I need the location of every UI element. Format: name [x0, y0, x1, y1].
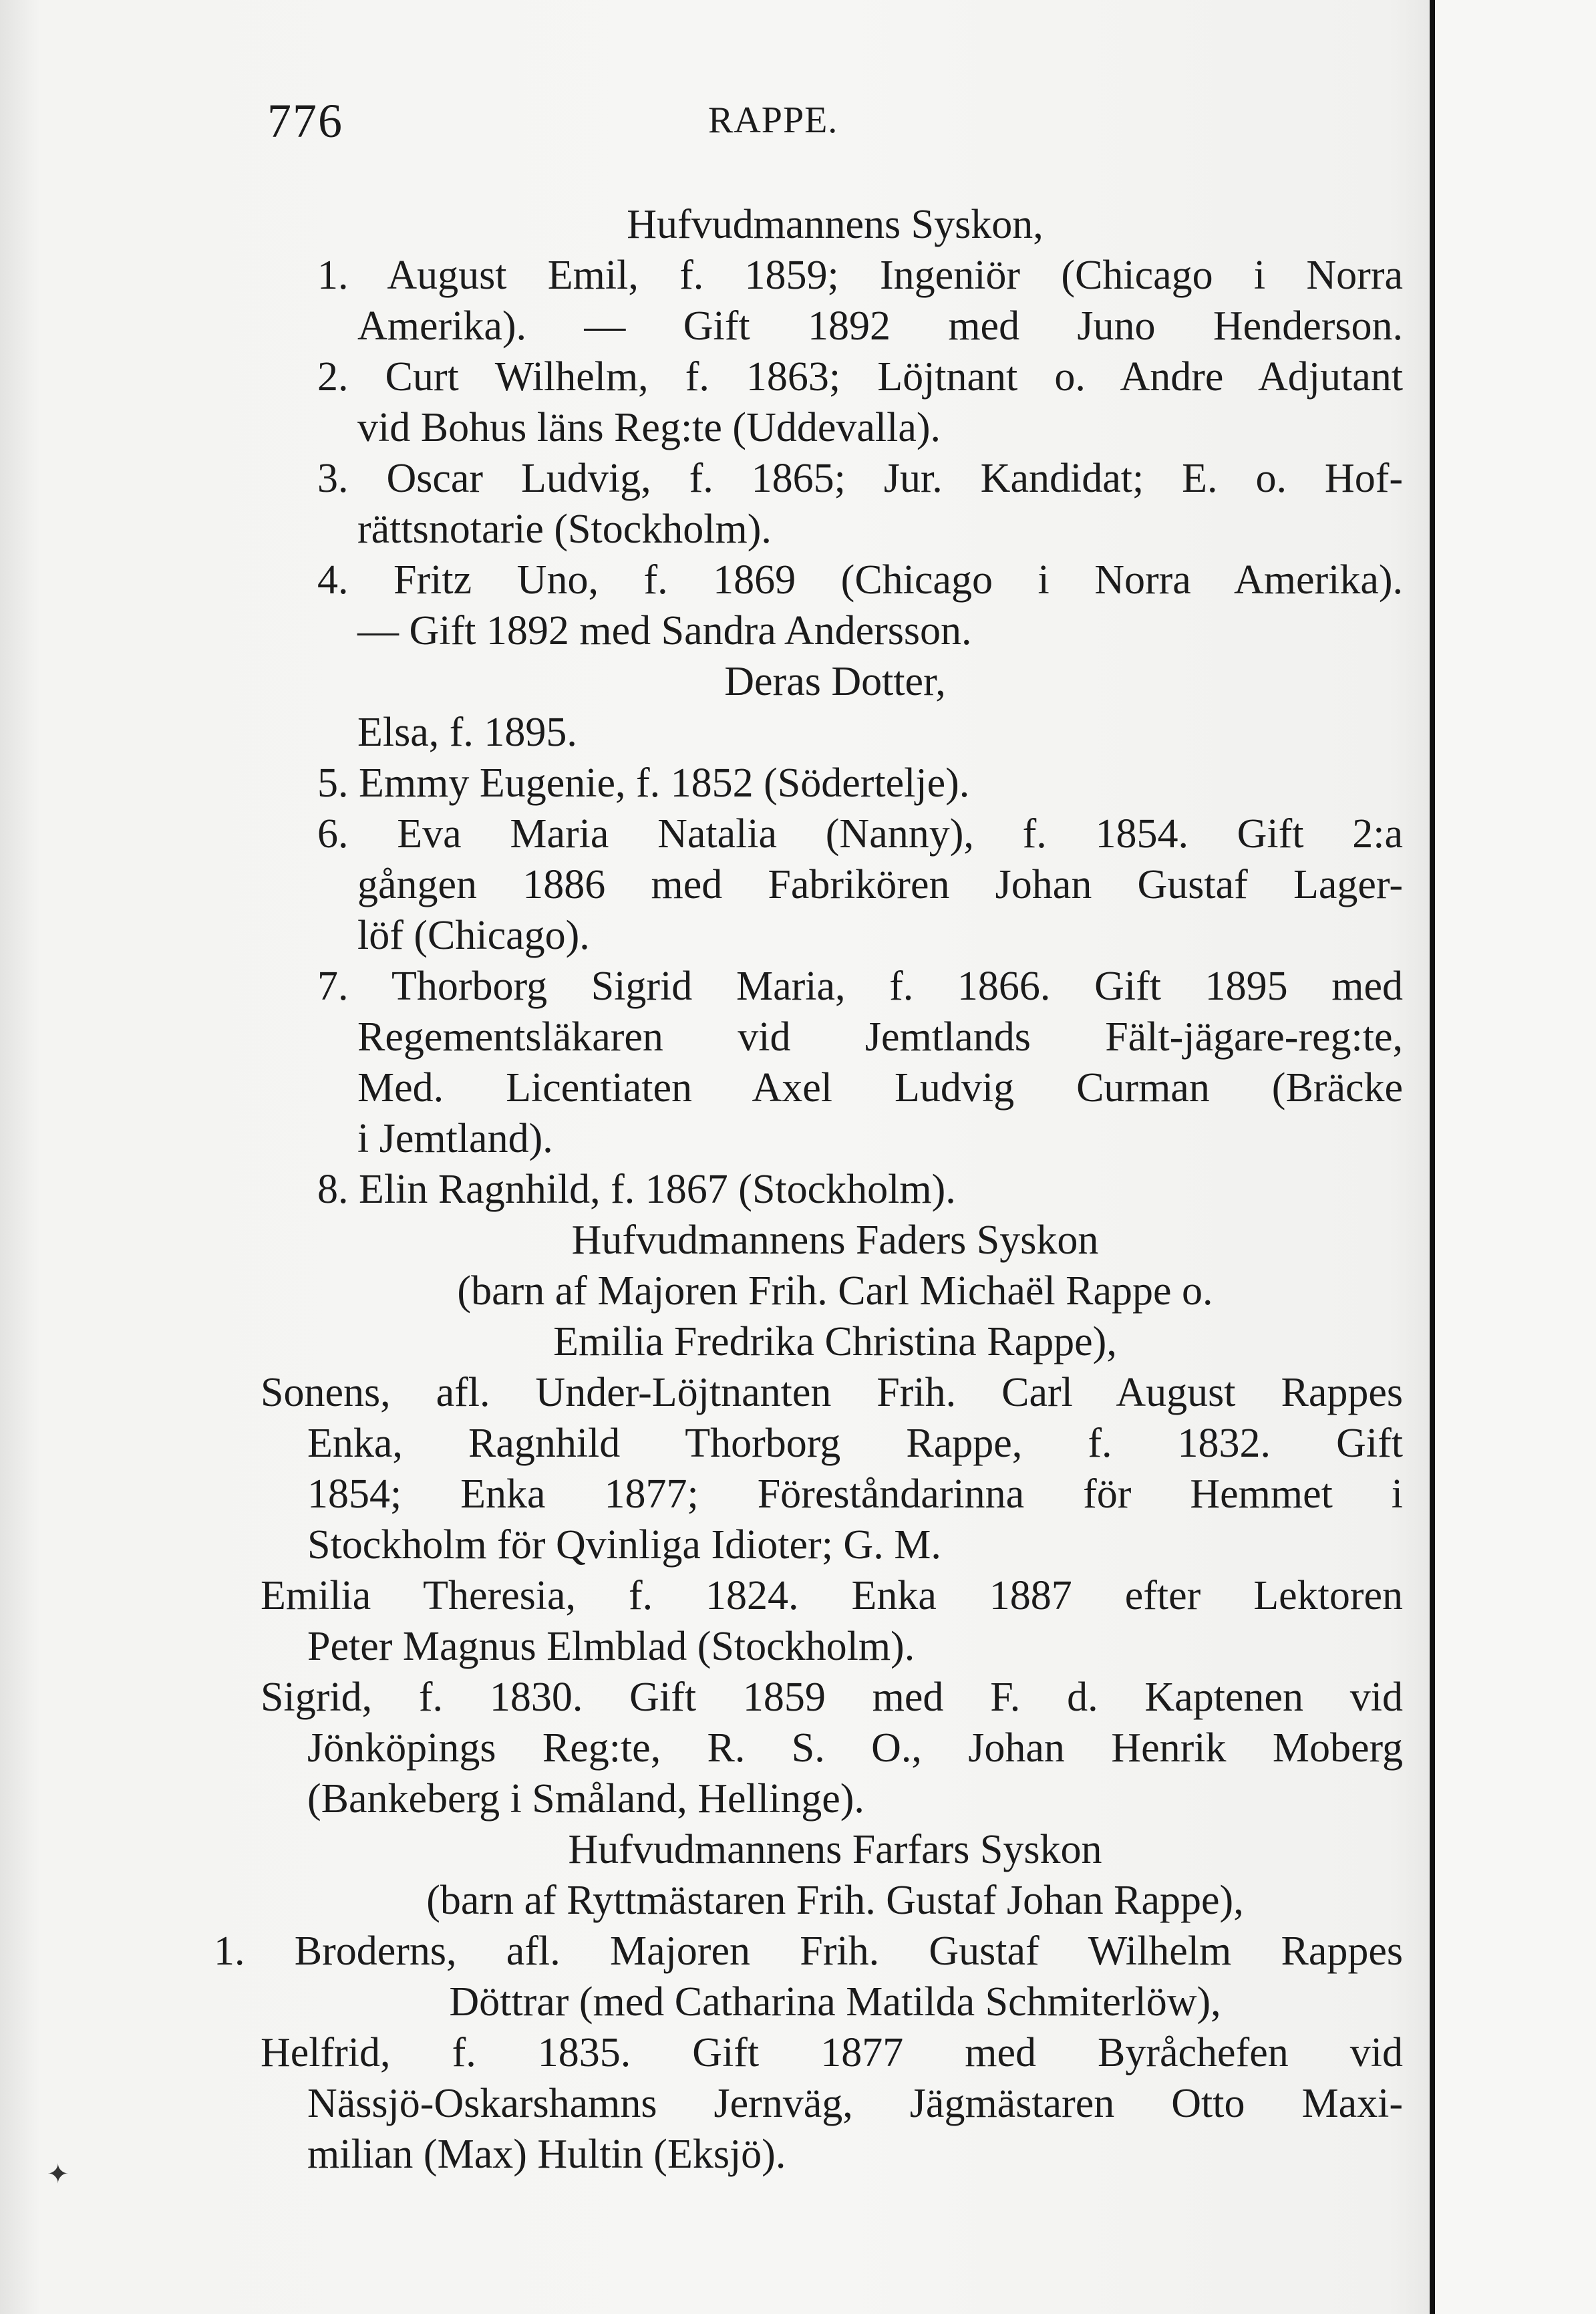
text-line: Enka, Ragnhild Thorborg Rappe, f. 1832. Gift [307, 1421, 1403, 1466]
text-line: 1. August Emil, f. 1859; Ingeniör (Chicago i Norra [317, 253, 1403, 298]
text-line: Stockholm för Qvinliga Idioter; G. M. [307, 1522, 941, 1568]
text-line: (Bankeberg i Småland, Hellinge). [307, 1776, 864, 1822]
page-spine-edge [1430, 0, 1435, 2314]
text-line: (barn af Ryttmästaren Frih. Gustaf Johan Rappe), [426, 1878, 1244, 1923]
subheading-daughter: Deras Dotter, [724, 659, 946, 704]
text-line: 3. Oscar Ludvig, f. 1865; Jur. Kandidat; E. o. Hof- [317, 456, 1403, 501]
text-line: Peter Magnus Elmblad (Stockholm). [307, 1624, 915, 1669]
text-line: Emilia Fredrika Christina Rappe), [553, 1319, 1117, 1364]
text-line: 5. Emmy Eugenie, f. 1852 (Södertelje). [317, 760, 970, 806]
text-line: Sonens, afl. Under-Löjtnanten Frih. Carl August Rappes [261, 1370, 1403, 1415]
section-heading-grandfathers-siblings: Hufvudmannens Farfars Syskon [568, 1827, 1102, 1872]
text-line: Elsa, f. 1895. [357, 710, 577, 755]
text-line: Jönköpings Reg:te, R. S. O., Johan Henrik Moberg [307, 1725, 1403, 1771]
text-line: 8. Elin Ragnhild, f. 1867 (Stockholm). [317, 1167, 956, 1212]
text-line: 6. Eva Maria Natalia (Nanny), f. 1854. Gift 2:a [317, 811, 1403, 857]
text-line: Döttrar (med Catharina Matilda Schmiterlöw), [449, 1979, 1221, 2025]
text-line: 1854; Enka 1877; Föreståndarinna för Hemmet i [307, 1471, 1403, 1517]
text-line: rättsnotarie (Stockholm). [357, 507, 772, 552]
text-line: 7. Thorborg Sigrid Maria, f. 1866. Gift 1895 med [317, 964, 1403, 1009]
text-line: Regementsläkaren vid Jemtlands Fält-jägare-reg:te, [357, 1014, 1403, 1060]
text-line: Amerika). — Gift 1892 med Juno Henderson. [357, 303, 1403, 349]
text-line: vid Bohus läns Reg:te (Uddevalla). [357, 405, 941, 450]
text-line: gången 1886 med Fabrikören Johan Gustaf Lager- [357, 862, 1403, 907]
text-line: Emilia Theresia, f. 1824. Enka 1887 efter Lektoren [261, 1573, 1403, 1618]
text-line: 2. Curt Wilhelm, f. 1863; Löjtnant o. Andre Adjutant [317, 354, 1403, 400]
text-line: milian (Max) Hultin (Eksjö). [307, 2132, 786, 2177]
section-heading-fathers-siblings: Hufvudmannens Faders Syskon [571, 1217, 1099, 1263]
text-line: Med. Licentiaten Axel Ludvig Curman (Bräcke [357, 1065, 1403, 1111]
text-line: Nässjö-Oskarshamns Jernväg, Jägmästaren Otto Maxi- [307, 2081, 1403, 2126]
page-number: 776 [267, 94, 343, 148]
text-line: — Gift 1892 med Sandra Andersson. [357, 608, 972, 654]
running-title: RAPPE. [708, 100, 838, 141]
margin-beyond-spine [1435, 0, 1596, 2314]
text-line: Helfrid, f. 1835. Gift 1877 med Byråchefen vid [261, 2030, 1403, 2075]
text-line: Sigrid, f. 1830. Gift 1859 med F. d. Kaptenen vid [261, 1675, 1403, 1720]
text-line: 1. Broderns, afl. Majoren Frih. Gustaf Wilhelm Rappes [214, 1928, 1403, 1974]
text-line: i Jemtland). [357, 1116, 553, 1161]
text-line: (barn af Majoren Frih. Carl Michaël Rappe o. [457, 1268, 1213, 1314]
text-line: 4. Fritz Uno, f. 1869 (Chicago i Norra Amerika). [317, 557, 1403, 603]
section-heading-siblings: Hufvudmannens Syskon, [627, 202, 1044, 247]
text-line: löf (Chicago). [357, 913, 590, 958]
ink-speck-mark: ✦ [47, 2159, 69, 2189]
